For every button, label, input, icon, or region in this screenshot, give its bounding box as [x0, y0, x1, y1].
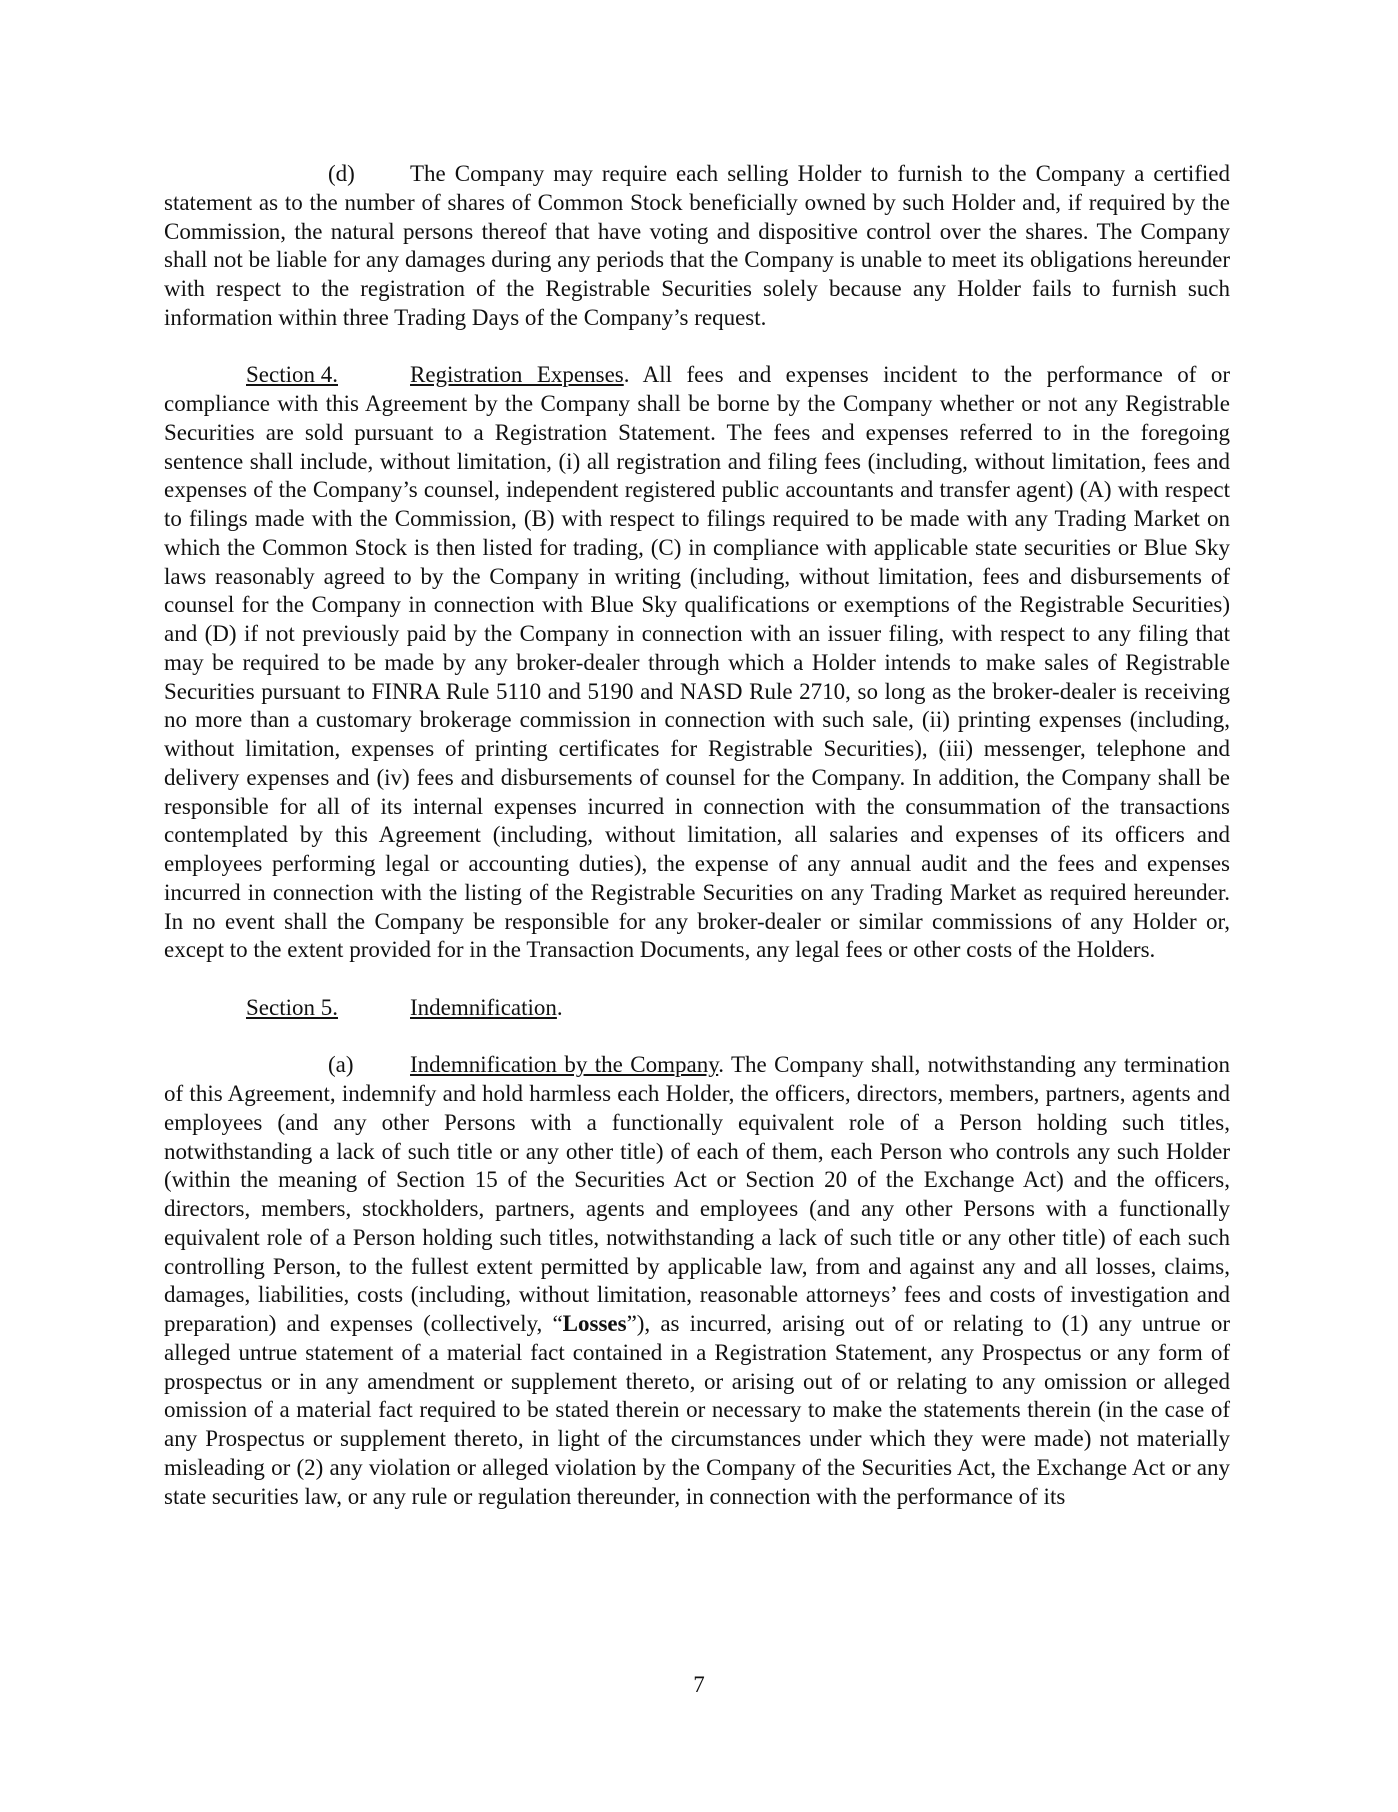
paragraph-5a-title-punct: . [718, 1052, 724, 1078]
paragraph-d-label: (d) [328, 161, 355, 186]
paragraph-5a-title: Indemnification by the Company [410, 1052, 719, 1078]
page-number: 7 [693, 1672, 705, 1697]
section-5-title: Indemnification [410, 994, 557, 1020]
paragraph-5a [164, 1051, 1230, 1511]
section-4-title-punct: . [623, 362, 630, 388]
section-5-title-punct: . [556, 994, 563, 1020]
defined-term-losses: Losses [562, 1311, 627, 1336]
paragraph-5a-text-before: The Company shall, notwithstanding any termination of this Agreement, indemnify and hold harmless each Holder, the officers, directors, members, partners, agents and employees (and any other Persons with a functionally equivalent role of a Person holding such titles, notwithstanding a lack of such title or any other title) of each of them, each Person who controls any such Holder (within the meaning of Section 15 of the Securities Act or Section 20 of the Exchange Act) and the officers, directors, members, stockholders, partners, agents and employees (and any other Persons with a functionally equivalent role of a Person holding such titles, notwithstanding a lack of such title or any other title) of each such controlling Person, to the fullest extent permitted by applicable law, from and against any and all losses, claims, damages, liabilities, costs (including, without limitation, reasonable attorneys’ fees and costs of investigation and preparation) and expenses (collectively, “ [164, 1052, 1230, 1336]
paragraph-5a-text-after: ”), as incurred, arising out of or relating to (1) any untrue or alleged untrue statement of a material fact contained in a Registration Statement, any Prospectus or any form of prospectus or in any amendment or supplement thereto, or arising out of or relating to any omission or alleged omission of a material fact required to be stated therein or necessary to make the statements therein (in the case of any Prospectus or supplement thereto, in light of the circumstances under which they were made) not materially misleading or (2) any violation or alleged violation by the Company of the Securities Act, the Exchange Act or any state securities law, or any rule or regulation thereunder, in connection with the performance of its [164, 1311, 1230, 1509]
page-body [164, 160, 1230, 1511]
section-5-number [246, 994, 410, 1023]
paragraph-5a-label: (a) [328, 1052, 354, 1078]
section-4-text: All fees and expenses incident to the performance of or compliance with this Agreement by the Company shall be borne by the Company whether or not any Registrable Securities are sold pursuant to a Registration Statement. The fees and expenses referred to in the foregoing sentence shall include, without limitation, (i) all registration and filing fees (including, without limitation, fees and expenses of the Company’s counsel, independent registered public accountants and transfer agent) (A) with respect to filings made with the Commission, (B) with respect to filings required to be made with any Trading Market on which the Common Stock is then listed for trading, (C) in compliance with applicable state securities or Blue Sky laws reasonably agreed to by the Company in writing (including, without limitation, fees and disbursements of counsel for the Company in connection with Blue Sky qualifications or exemptions of the Registrable Securities) and (D) if not previously paid by the Company in connection with an issuer filing, with respect to any filing that may be required to be made by any broker-dealer through which a Holder intends to make sales of Registrable Securities pursuant to FINRA Rule 5110 and 5190 and NASD Rule 2710, so long as the broker-dealer is receiving no more than a customary brokerage commission in connection with such sale, (ii) printing expenses (including, without limitation, expenses of printing certificates for Registrable Securities), (iii) messenger, telephone and delivery expenses and (iv) fees and disbursements of counsel for the Company. In addition, the Company shall be responsible for all of its internal expenses incurred in connection with the consummation of the transactions contemplated by this Agreement (including, without limitation, all salaries and expenses of its officers and employees performing legal or accounting duties), the expense of any annual audit and the fees and expenses incurred in connection with the listing of the Registrable Securities on any Trading Market as required hereunder. In no event shall the Company be responsible for any broker-dealer or similar commissions of any Holder or, except to the extent provided for in the Transaction Documents, any legal fees or other costs of the Holders. [164, 362, 1230, 963]
section-4-number-text: Section 4. [246, 362, 338, 388]
section-5-heading [164, 994, 1230, 1023]
paragraph-d-text: The Company may require each selling Holder to furnish to the Company a certified statement as to the number of shares of Common Stock beneficially owned by such Holder and, if required by the Commission, the natural persons thereof that have voting and dispositive control over the shares. The Company shall not be liable for any damages during any periods that the Company is unable to meet its obligations hereunder with respect to the registration of the Registrable Securities solely because any Holder fails to furnish such information within three Trading Days of the Company’s request. [164, 161, 1230, 330]
paragraph-d [164, 160, 1230, 333]
section-4-paragraph [164, 361, 1230, 965]
section-4-number [246, 361, 410, 390]
section-4-title: Registration Expenses [410, 362, 624, 388]
section-5-number-text: Section 5. [246, 994, 338, 1020]
